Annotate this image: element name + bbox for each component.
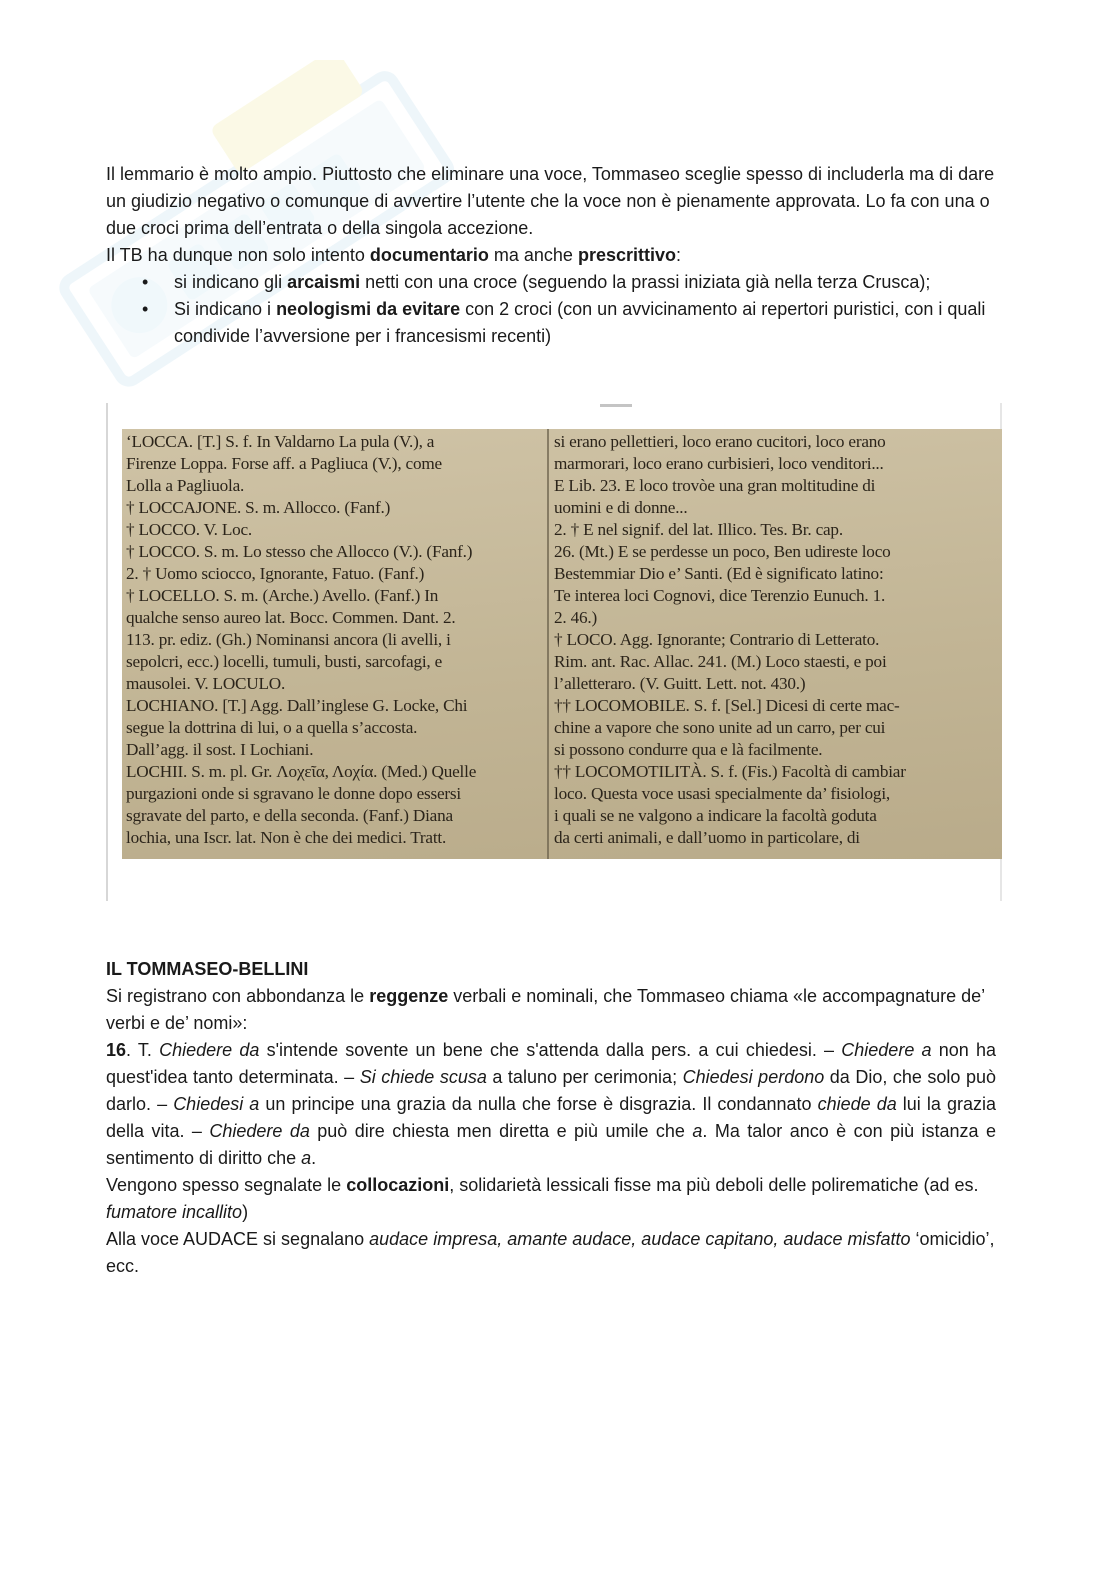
- scan-text-line: segue la dottrina di lui, o a quella s’accosta.: [126, 718, 418, 737]
- scan-text-line: da certi animali, e dall’uomo in particolare, di: [554, 828, 860, 847]
- scan-text-line: Firenze Loppa. Forse aff. a Pagliuca (V.), come: [126, 454, 442, 473]
- scan-text-line: Lolla a Pagliuola.: [126, 476, 245, 495]
- scan-text-line: 2. 46.): [554, 608, 597, 627]
- scan-divider-mark: [600, 404, 632, 407]
- intro-paragraph-purpose: Il TB ha dunque non solo intento documentario ma anche prescrittivo:: [106, 245, 682, 265]
- scan-text-line: LOCHII. S. m. pl. Gr. Λοχεῖα, Λοχία. (Med.) Quelle: [126, 762, 477, 781]
- scan-text-line: † LOCCAJONE. S. m. Allocco. (Fanf.): [126, 498, 391, 517]
- scan-left-column: [126, 431, 552, 849]
- scan-text-line: Te interea loci Cognovi, dice Terenzio Eunuch. 1.: [554, 586, 886, 605]
- audace-paragraph: Alla voce AUDACE si segnalano audace impresa, amante audace, audace capitano, audace misfatto ‘omicidio’, ecc.: [106, 1229, 995, 1276]
- scan-text-line: loco. Questa voce usasi specialmente da’ fisiologi,: [554, 784, 890, 803]
- scan-text-line: uomini e di donne...: [554, 498, 688, 517]
- scan-text-line: lochia, una Iscr. lat. Non è che dei medici. Tratt.: [126, 828, 447, 847]
- scan-text-line: † LOCCO. V. Loc.: [126, 520, 253, 539]
- scan-text-line: E Lib. 23. E loco trovòe una gran moltitudine di: [554, 476, 876, 495]
- scan-text-line: Dall’agg. il sost. I Lochiani.: [126, 740, 314, 759]
- scan-text-line: mausolei. V. LOCULO.: [126, 674, 286, 693]
- scan-right-column: [554, 431, 980, 849]
- scan-text-line: sgravate del parto, e della seconda. (Fanf.) Diana: [126, 806, 453, 825]
- scan-text-line: † LOCELLO. S. m. (Arche.) Avello. (Fanf.) In: [126, 586, 439, 605]
- scan-text-line: si possono condurre qua e là facilmente.: [554, 740, 823, 759]
- dictionary-scan-image: [122, 429, 1002, 859]
- scan-text-line: sepolcri, ecc.) locelli, tumuli, busti, sarcofagi, e: [126, 652, 443, 671]
- dictionary-scan-figure: [106, 403, 1002, 901]
- intro-section: [106, 161, 996, 350]
- list-item: • Si indicano i neologismi da evitare con 2 croci (con un avvicinamento ai repertori puristici, con i quali condivide l’avversione per i francesismi recenti): [106, 296, 996, 350]
- list-item: • si indicano gli arcaismi netti con una croce (seguendo la prassi iniziata già nella terza Crusca);: [106, 269, 996, 296]
- scan-text-line: l’alletteraro. (V. Guitt. Lett. not. 430.): [554, 674, 806, 693]
- scan-text-line: si erano pellettieri, loco erano cucitori, loco erano: [554, 432, 886, 451]
- scan-text-line: 2. † E nel signif. del lat. Illico. Tes. Br. cap.: [554, 520, 843, 539]
- section-heading: IL TOMMASEO-BELLINI: [106, 959, 309, 979]
- dictionary-quote: 16. T. Chiedere da s'intende sovente un bene che s'attenda dalla pers. a cui chiedesi. – Chiedere a non ha quest'idea tanto determinata. – Si chiede scusa a taluno per cerimonia; Chiedesi perdono da Dio, che solo può darlo. – Chiedesi a un principe una grazia da nulla che forse è disgrazia. Il condannato chiede da lui la grazia della vita. – Chiedere da può dire chiesta men diretta e più umile che a. Ma talor anco è con più istanza e sentimento di diritto che a.: [106, 1040, 997, 1168]
- scan-text-line: Rim. ant. Rac. Allac. 241. (M.) Loco staesti, e poi: [554, 652, 887, 671]
- scan-text-line: † LOCCO. S. m. Lo stesso che Allocco (V.). (Fanf.): [126, 542, 473, 561]
- scan-text-line: marmorari, loco erano curbisieri, loco venditori...: [554, 454, 884, 473]
- scan-text-line: qualche senso aureo lat. Bocc. Commen. Dant. 2.: [126, 608, 456, 627]
- intro-paragraph: Il lemmario è molto ampio. Piuttosto che eliminare una voce, Tommaseo sceglie spesso di includerla ma di dare un giudizio negativo o comunque di avvertire l’utente che la voce non è pienamente approvata. Lo fa con una o due croci prima dell’entrata o della singola accezione.: [106, 164, 995, 238]
- scan-text-line: † LOCO. Agg. Ignorante; Contrario di Letterato.: [554, 630, 880, 649]
- scan-text-line: 113. pr. ediz. (Gh.) Nominansi ancora (li avelli, i: [126, 630, 451, 649]
- scan-text-line: Bestemmiar Dio e’ Santi. (Ed è significato latino:: [554, 564, 884, 583]
- scan-text-line: 2. † Uomo sciocco, Ignorante, Fatuo. (Fanf.): [126, 564, 425, 583]
- scan-text-line: purgazioni onde si sgravano le donne dopo essersi: [126, 784, 461, 803]
- bullet-list: [106, 269, 996, 350]
- scan-text-line: 26. (Mt.) E se perdesse un poco, Ben udireste loco: [554, 542, 891, 561]
- scan-text-line: †† LOCOMOBILE. S. f. [Sel.] Dicesi di certe mac-: [554, 696, 900, 715]
- collocazioni-paragraph: Vengono spesso segnalate le collocazioni, solidarietà lessicali fisse ma più deboli delle polirematiche (ad es. fumatore incallito): [106, 1175, 979, 1222]
- scan-text-line: chine a vapore che sono unite ad un carro, per cui: [554, 718, 886, 737]
- scan-column-rule: [547, 429, 549, 859]
- tb-section: [106, 956, 996, 1280]
- scan-text-line: i quali se ne valgono a indicare la facoltà goduta: [554, 806, 877, 825]
- reggenze-paragraph: Si registrano con abbondanza le reggenze verbali e nominali, che Tommaseo chiama «le accompagnature de’ verbi e de’ nomi»:: [106, 986, 985, 1033]
- scan-text-line: ‘LOCCA. [T.] S. f. In Valdarno La pula (V.), a: [126, 432, 435, 451]
- scan-text-line: LOCHIANO. [T.] Agg. Dall’inglese G. Locke, Chi: [126, 696, 468, 715]
- scan-text-line: †† LOCOMOTILITÀ. S. f. (Fis.) Facoltà di cambiar: [554, 762, 906, 781]
